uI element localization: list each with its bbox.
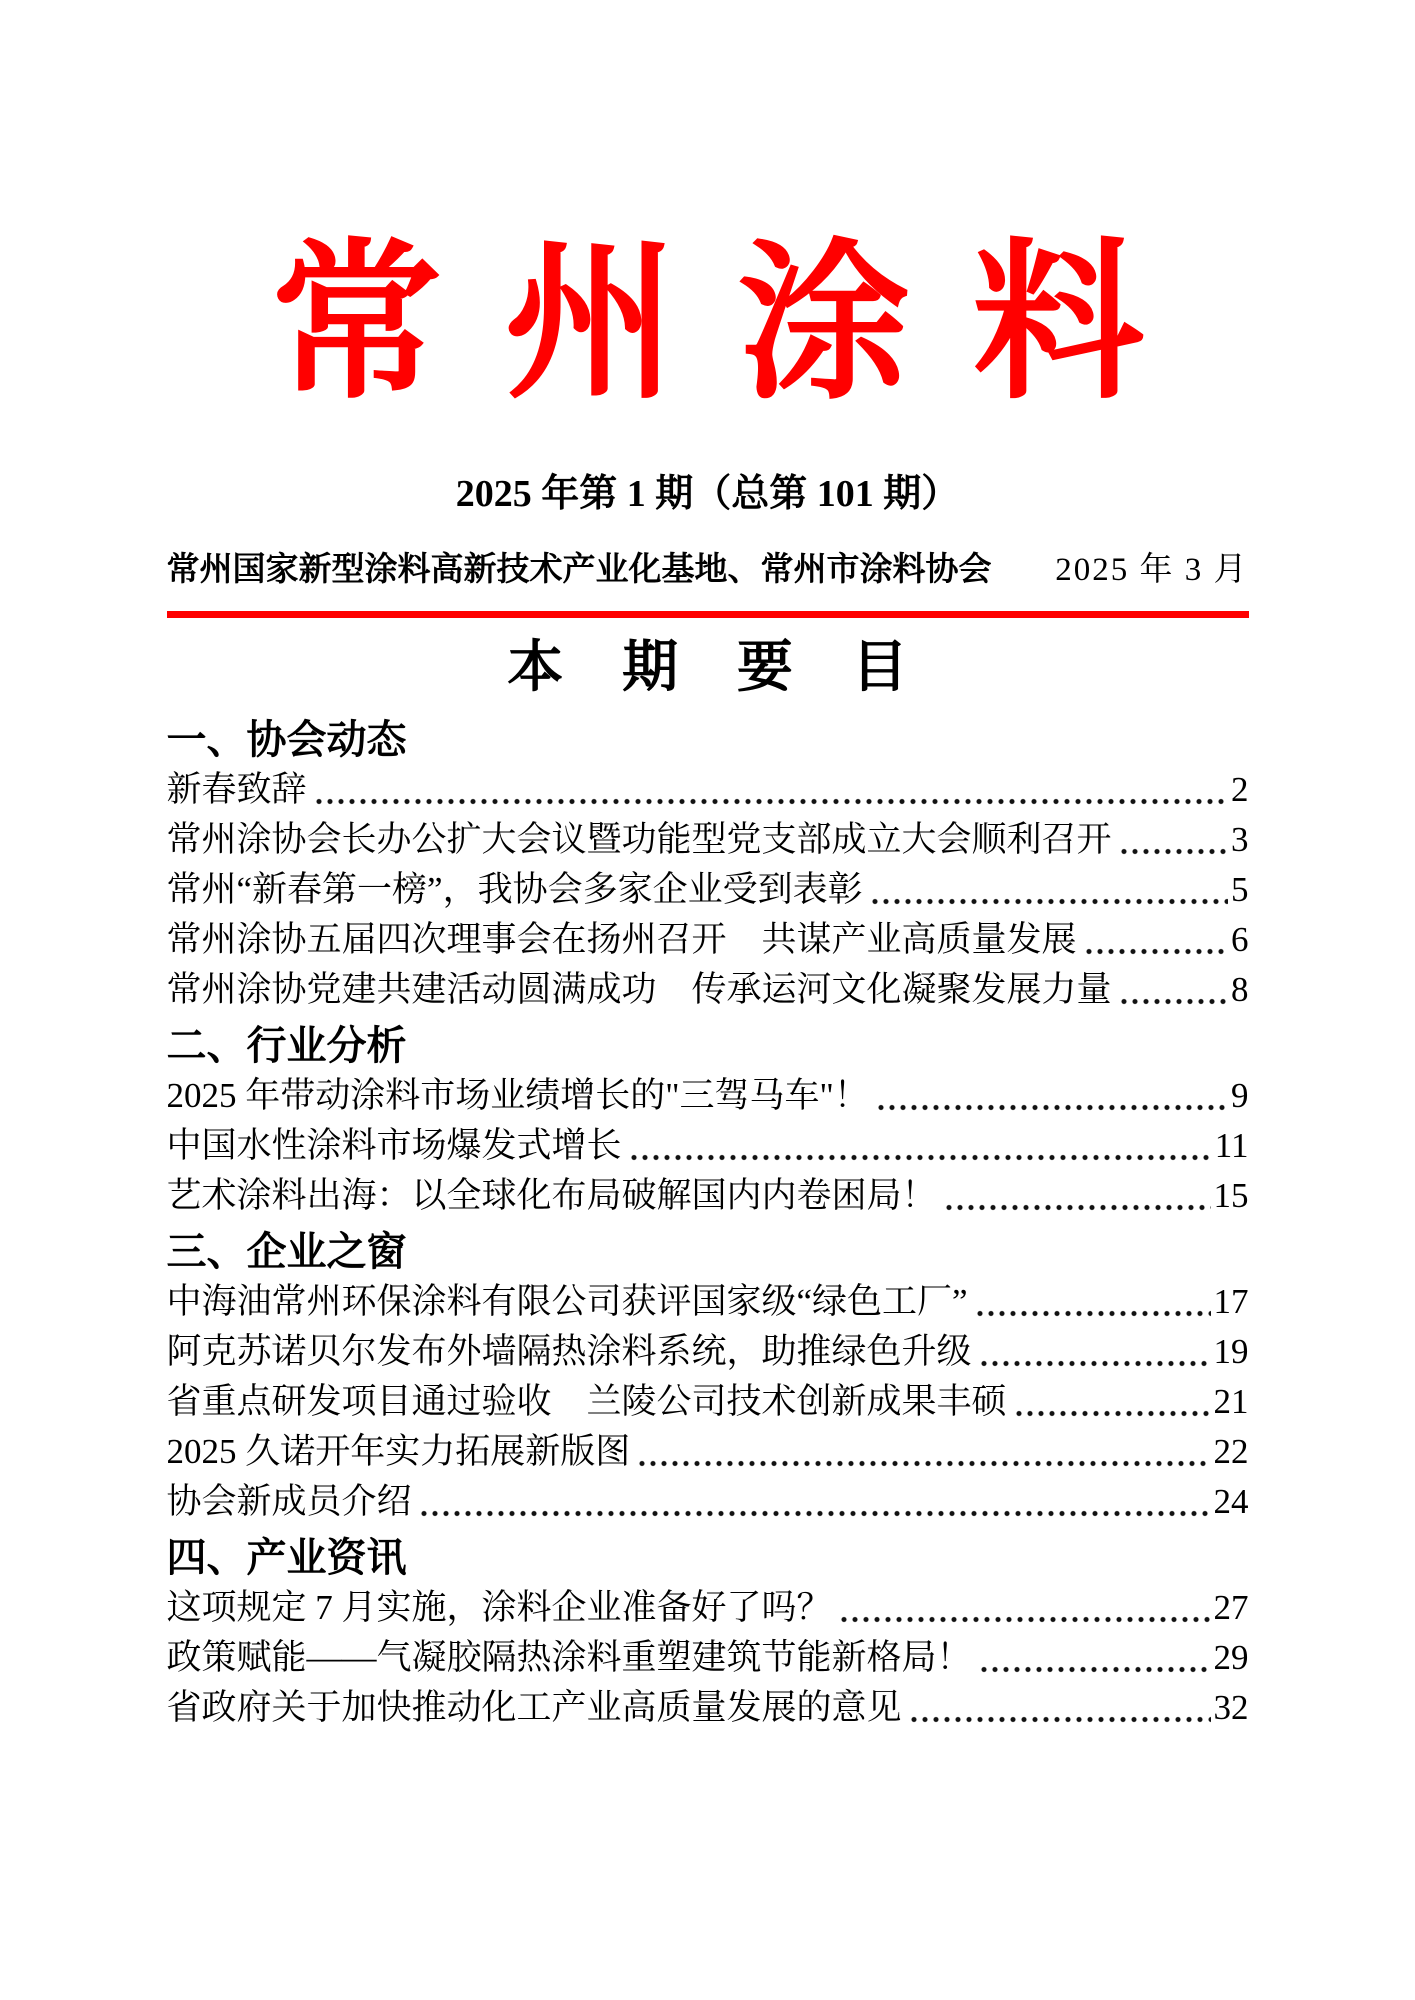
toc-entry-title: 艺术涂料出海：以全球化布局破解国内内卷困局！: [166, 1176, 937, 1216]
toc-entry: [167, 1277, 1249, 1327]
toc-entry: [167, 865, 1249, 915]
publisher-row: [167, 550, 1249, 591]
toc-entry-page: 2: [1231, 770, 1249, 810]
dot-leader: [980, 1665, 1211, 1674]
toc-entry-page: 32: [1213, 1688, 1249, 1728]
page-content: [167, 0, 1249, 1733]
toc-entry-page: 15: [1213, 1176, 1249, 1216]
toc-section-heading: 一、协会动态: [166, 717, 407, 763]
toc-entry-title: 阿克苏诺贝尔发布外墙隔热涂料系统，助推绿色升级: [166, 1332, 972, 1372]
dot-leader: [1015, 1409, 1211, 1418]
publication-date: 2025 年 3 月: [1055, 552, 1249, 589]
toc-entry-title: 常州“新春第一榜”，我协会多家企业受到表彰: [166, 870, 863, 910]
toc-entry: [167, 1171, 1249, 1221]
toc-entry-page: 19: [1213, 1332, 1249, 1372]
dot-leader: [910, 1715, 1211, 1724]
toc-entry: [167, 1071, 1249, 1121]
toc-entry-title: 新春致辞: [166, 770, 307, 810]
toc-entry-page: 29: [1213, 1638, 1249, 1678]
toc: [167, 715, 1249, 1733]
toc-entry: [167, 1683, 1249, 1733]
toc-entry: [167, 1377, 1249, 1427]
toc-entry-title: 2025 年带动涂料市场业绩增长的"三驾马车"！: [166, 1076, 869, 1116]
toc-entry-title: 常州涂协会长办公扩大会议暨功能型党支部成立大会顺利召开: [166, 820, 1112, 860]
toc-entry-page: 21: [1213, 1382, 1249, 1422]
toc-entry-page: 27: [1213, 1588, 1249, 1628]
toc-entry-page: 9: [1231, 1076, 1249, 1116]
toc-entry: [167, 815, 1249, 865]
toc-entry-title: 2025 久诺开年实力拓展新版图: [166, 1432, 631, 1472]
toc-section-heading: 四、产业资讯: [166, 1535, 407, 1581]
toc-entry-page: 8: [1231, 970, 1249, 1010]
toc-entry-title: 常州涂协党建共建活动圆满成功 传承运河文化凝聚发展力量: [166, 970, 1112, 1010]
journal-title: 常州涂料: [270, 230, 1207, 420]
toc-entry: [167, 1427, 1249, 1477]
dot-leader: [980, 1359, 1211, 1368]
toc-entry: [167, 765, 1249, 815]
toc-entry-page: 6: [1231, 920, 1249, 960]
dot-leader: [877, 1103, 1228, 1112]
toc-entry-page: 3: [1231, 820, 1249, 860]
toc-entry-title: 中海油常州环保涂料有限公司获评国家级“绿色工厂”: [166, 1282, 968, 1322]
dot-leader: [840, 1615, 1211, 1624]
toc-entry-page: 22: [1213, 1432, 1249, 1472]
toc-entry: [167, 1477, 1249, 1527]
toc-title: 本期要目: [507, 637, 967, 700]
publisher-name: 常州国家新型涂料高新技术产业化基地、常州市涂料协会: [166, 552, 992, 589]
issue-number-line: 2025 年第 1 期（总第 101 期）: [455, 472, 960, 515]
toc-entry: [167, 965, 1249, 1015]
red-divider-rule: [167, 611, 1249, 618]
dot-leader: [630, 1153, 1212, 1162]
toc-entry-page: 11: [1214, 1126, 1249, 1166]
toc-entry-title: 协会新成员介绍: [166, 1482, 412, 1522]
toc-entry: [167, 1121, 1249, 1171]
toc-entry-title: 政策赋能——气凝胶隔热涂料重塑建筑节能新格局！: [166, 1638, 972, 1678]
toc-entry-page: 17: [1213, 1282, 1249, 1322]
dot-leader: [945, 1203, 1211, 1212]
dot-leader: [1085, 947, 1228, 956]
dot-leader: [420, 1509, 1211, 1518]
dot-leader: [638, 1459, 1210, 1468]
toc-entry-page: 5: [1231, 870, 1249, 910]
toc-entry-title: 省政府关于加快推动化工产业高质量发展的意见: [166, 1688, 902, 1728]
toc-section-heading: 三、企业之窗: [166, 1229, 407, 1275]
toc-section-heading: 二、行业分析: [166, 1023, 407, 1069]
toc-entry: [167, 1327, 1249, 1377]
toc-entry: [167, 1583, 1249, 1633]
dot-leader: [1120, 997, 1228, 1006]
dot-leader: [871, 897, 1228, 906]
toc-entry-title: 常州涂协五届四次理事会在扬州召开 共谋产业高质量发展: [166, 920, 1077, 960]
dot-leader: [976, 1309, 1211, 1318]
toc-entry-title: 中国水性涂料市场爆发式增长: [166, 1126, 622, 1166]
toc-entry-page: 24: [1213, 1482, 1249, 1522]
toc-entry: [167, 915, 1249, 965]
dot-leader: [1120, 847, 1228, 856]
dot-leader: [315, 797, 1228, 806]
masthead: [166, 230, 1249, 618]
toc-entry-title: 这项规定 7 月实施，涂料企业准备好了吗？: [166, 1588, 832, 1628]
toc-entry-title: 省重点研发项目通过验收 兰陵公司技术创新成果丰硕: [166, 1382, 1007, 1422]
toc-entry: [167, 1633, 1249, 1683]
